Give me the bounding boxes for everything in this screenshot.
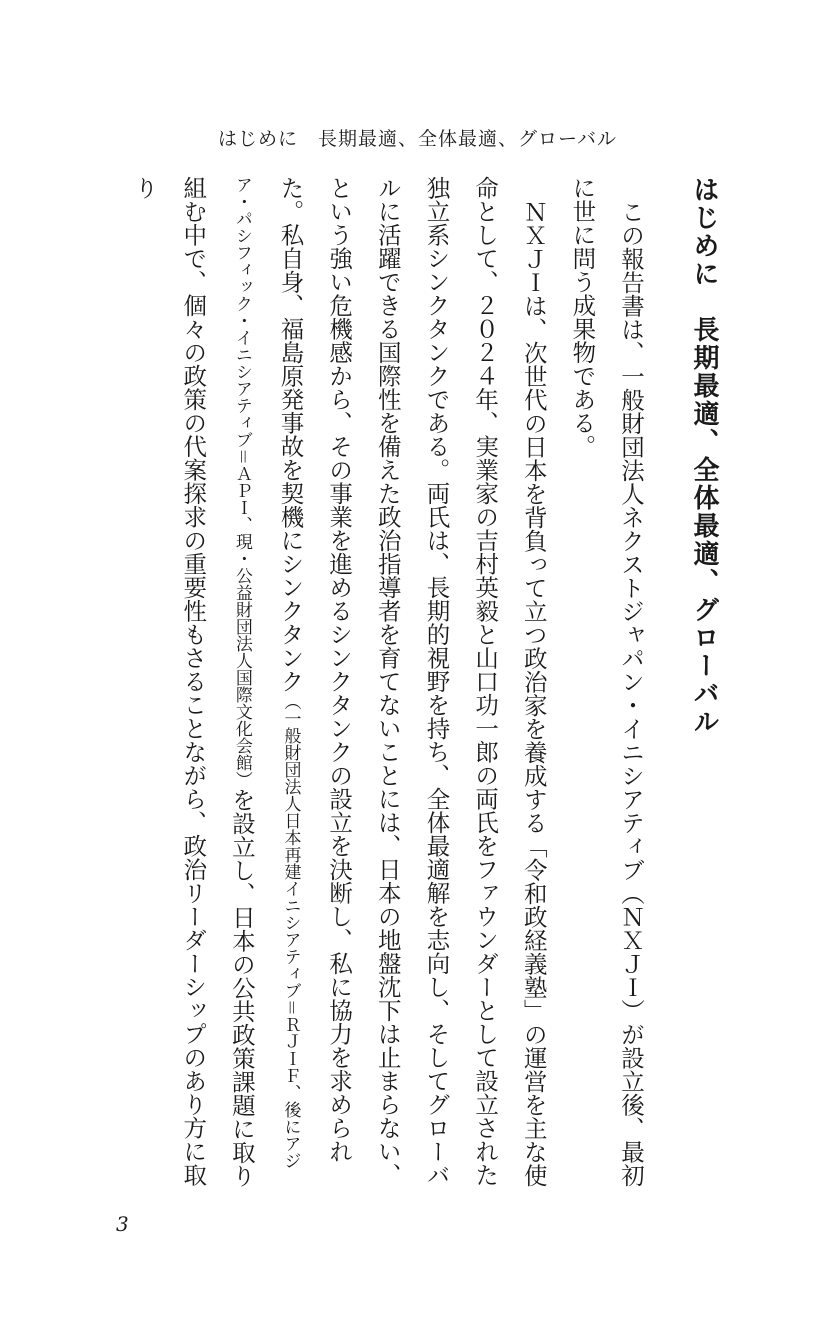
paragraph-2 [120, 176, 558, 1196]
paragraph-2-text: ＮＸＪＩは、次世代の日本を背負って立つ政治家を養成する「令和政経義塾」の運営を主な使命として、２０２４年、実業家の吉村英毅と山口功一郎の両氏をファウンダーとして設立された独立系シンクタンクである。両氏は、長期的視野を持ち、全体最適解を志向し、そしてグローバルに活躍できる国際性を備えた政治指導者を育てないことには、日本の地盤沈下は止まらない、という強い危機感から、その事業を進めるシンクタンクの設立を決断し、私に協力を求められた。私自身、福島原発事故を契機にシンクタンク [276, 176, 548, 1187]
chapter-title: はじめに 長期最適、全体最適、グローバル [689, 176, 719, 736]
running-header: はじめに 長期最適、全体最適、グローバル [217, 128, 618, 150]
body-text [130, 176, 719, 1196]
paragraph-2-parenthetical: （一般財団法人日本再建イニシアティブ＝ＲＪＩＦ、後にアジア・パシフィック・イニシアティブ＝ＡＰＩ、現・公益財団法人国際文化会館） [231, 176, 301, 1169]
paragraph-2-continuation: を設立し、日本の公共政策課題に取り組む中で、個々の政策の代案探求の重要性もさることながら、政治リーダーシップのあり方に取り [130, 176, 256, 1188]
paragraph-1 [558, 176, 655, 1196]
page-number: 3 [116, 1212, 129, 1236]
paragraph-1-text: この報告書は、一般財団法人ネクストジャパン・イニシアティブ（ＮＸＪＩ）が設立後、最初に世に問う成果物である。 [568, 176, 645, 1187]
